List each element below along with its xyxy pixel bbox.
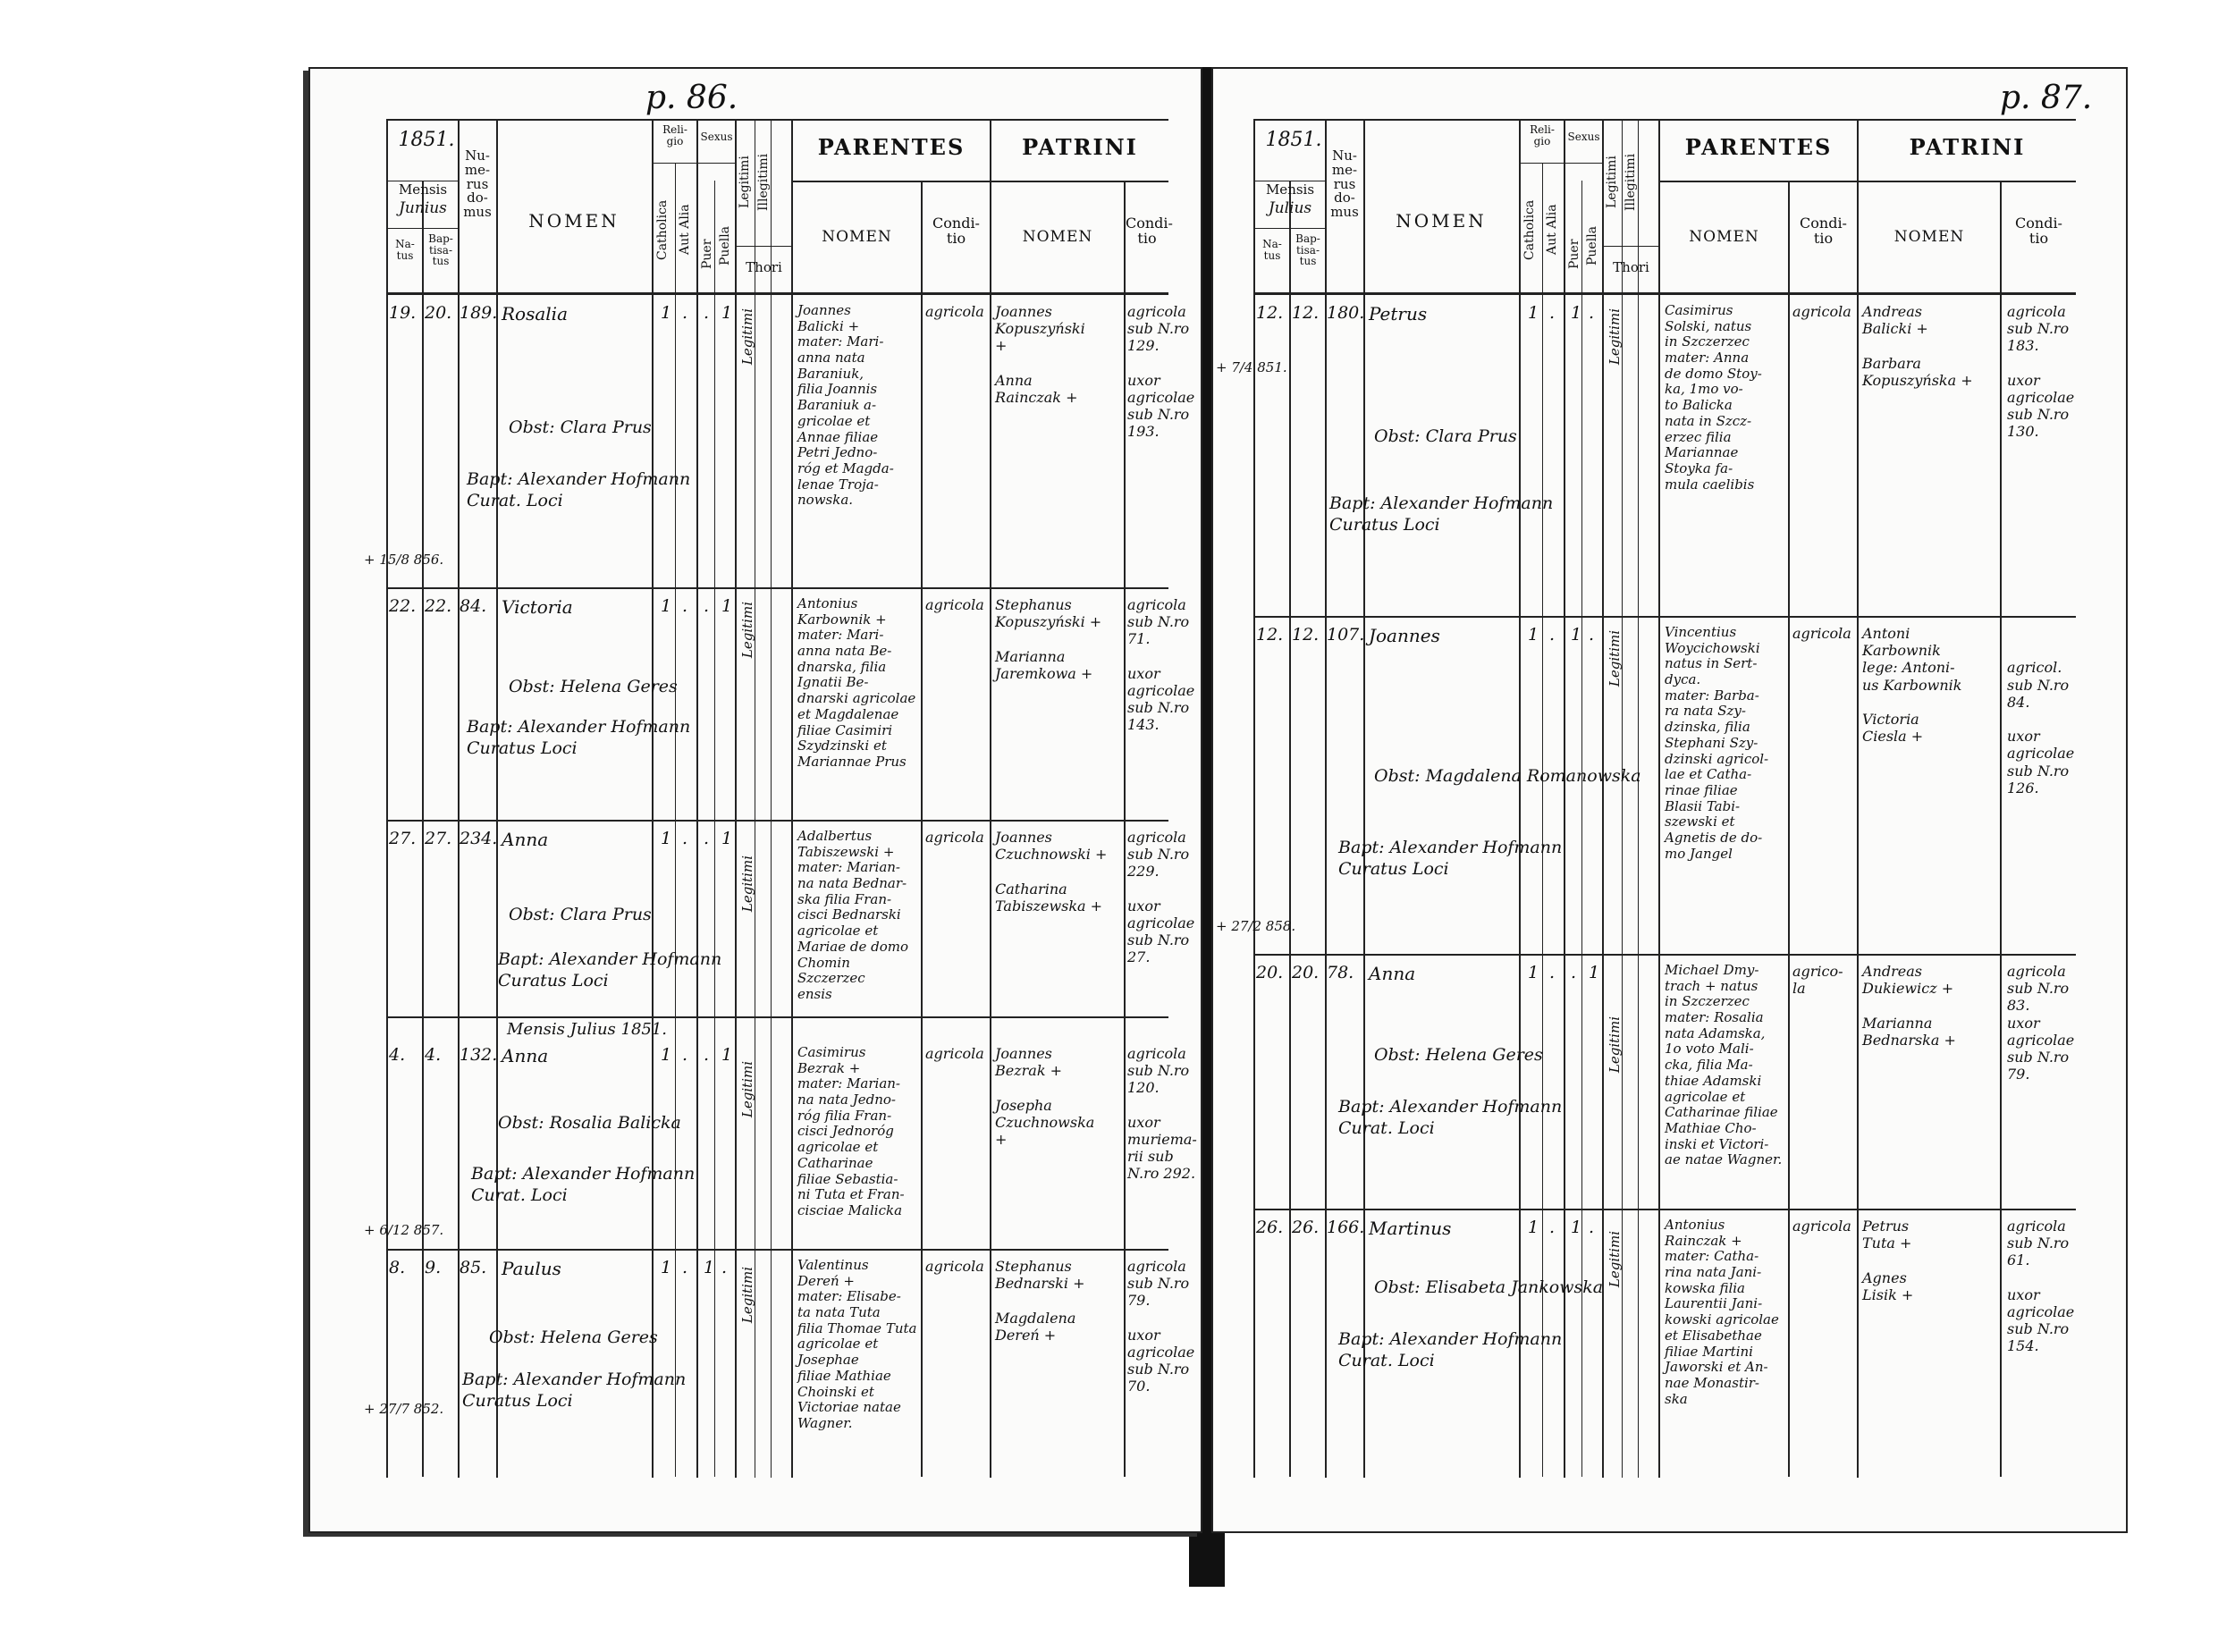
entry-catholica: 1 xyxy=(661,1258,672,1277)
entry-patrini: Andreas Dukiewicz + Marianna Bednarska + xyxy=(1862,963,1956,1049)
catholica-header-right: Catholica xyxy=(1522,199,1537,260)
page-label-left: p. 86. xyxy=(645,80,738,116)
entry-baptisans: Bapt: Alexander Hofmann Curat. Loci xyxy=(1338,1329,1563,1370)
entry-puella: 1 xyxy=(721,303,733,323)
entry-baptisans: Bapt: Alexander Hofmann Curat. Loci xyxy=(1338,1097,1563,1138)
entry-patrini: Joannes Kopuszyński + Anna Rainczak + xyxy=(995,303,1085,406)
entry-catholica: 1 xyxy=(1528,963,1539,982)
entry-domus: 78. xyxy=(1327,963,1354,982)
entry-patrini-conditio: agricola sub N.ro 61. uxor agricolae sub N.ro 154. xyxy=(2007,1218,2075,1355)
entry-baptisatus: 22. xyxy=(425,596,452,616)
baptisatus-header-left: Bap- tisa- tus xyxy=(428,232,453,268)
entry-puer: 1 xyxy=(1571,625,1582,645)
entry-puella: . xyxy=(1589,625,1595,645)
entry-legitimi: Legitimi xyxy=(1607,308,1623,366)
year-label-left: 1851. xyxy=(398,129,455,151)
entry-baptisatus: 12. xyxy=(1292,625,1320,645)
page-label-right: p. 87. xyxy=(2000,80,2093,116)
entry-nomen: Rosalia xyxy=(502,303,569,324)
entry-parentes-conditio: agricola xyxy=(1792,1218,1851,1235)
entry-nomen: Paulus xyxy=(502,1258,561,1279)
entry-obstetrix: Obst: Magdalena Romanowska xyxy=(1374,766,1641,786)
entry-parentes-conditio: agricola xyxy=(925,1045,984,1062)
entry-natus: 20. xyxy=(1256,963,1284,982)
death-note: + 27/2 858. xyxy=(1216,918,1296,934)
entry-natus: 27. xyxy=(389,829,417,848)
entry-catholica: 1 xyxy=(1528,625,1539,645)
entry-patrini: Joannes Czuchnowski + Catharina Tabiszewska + xyxy=(995,829,1108,914)
entry-patrini-conditio: agricola sub N.ro 183. uxor agricolae sub N.ro 130. xyxy=(2007,303,2075,441)
entry-parentes-conditio: agrico- la xyxy=(1792,963,1843,998)
entry-aut-alia: . xyxy=(1549,625,1556,645)
entry-patrini-conditio: agricol. sub N.ro 84. uxor agricolae sub N.ro 126. xyxy=(2007,659,2075,796)
baptisatus-header-right: Bap- tisa- tus xyxy=(1295,232,1320,268)
entry-baptisans: Bapt: Alexander Hofmann Curatus Loci xyxy=(1338,838,1563,879)
entry-domus: 132. xyxy=(460,1045,498,1065)
catholica-header-left: Catholica xyxy=(655,199,670,260)
sexus-header-right: Sexus xyxy=(1567,131,1600,143)
entry-aut-alia: . xyxy=(682,596,688,616)
entry-domus: 189. xyxy=(460,303,498,323)
entry-obstetrix: Obst: Clara Prus xyxy=(509,417,652,437)
entry-baptisatus: 27. xyxy=(425,829,452,848)
open-register-book xyxy=(308,67,2128,1533)
entry-parentes-conditio: agricola xyxy=(925,1258,984,1275)
entry-patrini: Stephanus Kopuszyński + Marianna Jaremkowa + xyxy=(995,596,1102,682)
entry-natus: 12. xyxy=(1256,625,1284,645)
entry-aut-alia: . xyxy=(682,829,688,848)
entry-obstetrix: Obst: Helena Geres xyxy=(509,677,678,696)
entry-patrini: Joannes Bezrak + Josepha Czuchnowska + xyxy=(995,1045,1095,1148)
numerus-domus-header-left: Nu- me- rus do- mus xyxy=(463,148,492,220)
natus-header-right: Na- tus xyxy=(1262,238,1282,262)
entry-parentes-conditio: agricola xyxy=(925,829,984,846)
entry-parentes-conditio: agricola xyxy=(1792,625,1851,642)
entry-natus: 22. xyxy=(389,596,417,616)
sexus-header-left: Sexus xyxy=(700,131,733,143)
nomen-header-right: NOMEN xyxy=(1396,210,1487,232)
entry-puer: 1 xyxy=(1571,1218,1582,1237)
entry-puer: . xyxy=(704,596,710,616)
entry-baptisatus: 20. xyxy=(1292,963,1320,982)
entry-obstetrix: Obst: Clara Prus xyxy=(1374,426,1517,446)
aut-alia-header-right: Aut Alia xyxy=(1545,204,1559,256)
entry-parentes-conditio: agricola xyxy=(925,303,984,320)
entry-nomen: Petrus xyxy=(1369,303,1428,324)
entry-puer: . xyxy=(704,829,710,848)
entry-aut-alia: . xyxy=(682,1258,688,1277)
entry-aut-alia: . xyxy=(682,1045,688,1065)
entry-aut-alia: . xyxy=(1549,963,1556,982)
thori-header-right: Thori xyxy=(1613,259,1649,275)
entry-baptisatus: 9. xyxy=(425,1258,442,1277)
death-note: + 6/12 857. xyxy=(364,1222,444,1238)
death-note: + 27/7 852. xyxy=(364,1401,444,1417)
entry-catholica: 1 xyxy=(1528,303,1539,323)
entry-patrini-conditio: agricola sub N.ro 129. uxor agricolae sub N.ro 193. xyxy=(1127,303,1195,441)
entry-parentes: Joannes Balicki + mater: Mari- anna nata Baraniuk, filia Joannis Baraniuk a- gricolae et Annae filiae Petri Jedno- róg et Magda- lenae Troja- nowska. xyxy=(797,302,894,509)
entry-legitimi: Legitimi xyxy=(739,856,755,913)
parentes-conditio-header-right: Condi- tio xyxy=(1800,215,1847,247)
entry-puer: . xyxy=(704,303,710,323)
parentes-header-left: PARENTES xyxy=(817,134,966,160)
month-label-left: Junius xyxy=(399,199,447,217)
entry-puella: . xyxy=(721,1258,728,1277)
entry-baptisatus: 20. xyxy=(425,303,452,323)
entry-parentes-conditio: agricola xyxy=(1792,303,1851,320)
entry-patrini: Petrus Tuta + Agnes Lisik + xyxy=(1862,1218,1914,1303)
patrini-nomen-header-right: NOMEN xyxy=(1893,228,1965,246)
parentes-nomen-header-right: NOMEN xyxy=(1689,228,1759,246)
entry-legitimi: Legitimi xyxy=(739,1267,755,1324)
puer-header-left: Puer xyxy=(700,239,714,270)
entry-baptisans: Bapt: Alexander Hofmann Curat. Loci xyxy=(471,1164,696,1205)
entry-obstetrix: Obst: Helena Geres xyxy=(489,1328,658,1347)
puella-header-left: Puella xyxy=(718,225,732,266)
month-label-right: Julius xyxy=(1268,199,1312,217)
parentes-conditio-header-left: Condi- tio xyxy=(932,215,980,247)
entry-patrini: Stephanus Bednarski + Magdalena Dereń + xyxy=(995,1258,1085,1344)
illegitimi-header-right: Illegitimi xyxy=(1624,153,1638,212)
legitimi-header-left: Legitimi xyxy=(738,156,752,209)
entry-catholica: 1 xyxy=(661,596,672,616)
entry-puella: 1 xyxy=(1589,963,1600,982)
entry-baptisatus: 26. xyxy=(1292,1218,1320,1237)
entry-parentes: Antonius Rainczak + mater: Catha- rina nata Jani- kowska filia Laurentii Jani- kowski agricolae et Elisabethae filiae Martini Jaworski et An- nae Monastir- ska xyxy=(1665,1217,1779,1407)
entry-patrini-conditio: agricola sub N.ro 120. uxor muriema- rii sub N.ro 292. xyxy=(1127,1045,1197,1183)
puella-header-right: Puella xyxy=(1585,225,1599,266)
patrini-header-left: PATRINI xyxy=(1022,134,1138,160)
entry-domus: 107. xyxy=(1327,625,1365,645)
entry-obstetrix: Obst: Rosalia Balicka xyxy=(498,1113,681,1133)
entry-parentes: Antonius Karbownik + mater: Mari- anna nata Be- dnarska, filia Ignatii Be- dnarski agricolae et Magdalenae filiae Casimiri Szydzinski et Mariannae Prus xyxy=(797,595,916,770)
legitimi-header-right: Legitimi xyxy=(1605,156,1619,209)
patrini-conditio-header-left: Condi- tio xyxy=(1126,215,1173,247)
entry-parentes: Adalbertus Tabiszewski + mater: Marian- na nata Bednar- ska filia Fran- cisci Bednarski agricolae et Mariae de domo Chomin Szczerzec ensis xyxy=(797,828,908,1002)
entry-nomen: Martinus xyxy=(1369,1218,1452,1239)
entry-nomen: Victoria xyxy=(502,596,573,618)
entry-baptisatus: 4. xyxy=(425,1045,442,1065)
patrini-nomen-header-left: NOMEN xyxy=(1022,228,1093,246)
religio-header-right: Reli- gio xyxy=(1530,123,1555,148)
entry-baptisatus: 12. xyxy=(1292,303,1320,323)
entry-legitimi: Legitimi xyxy=(739,1061,755,1118)
entry-obstetrix: Obst: Clara Prus xyxy=(509,905,652,924)
entry-patrini: Antoni Karbownik lege: Antoni- us Karbownik Victoria Ciesla + xyxy=(1862,625,1962,746)
entry-parentes: Casimirus Bezrak + mater: Marian- na nata Jedno- róg filia Fran- cisci Jednoróg agricolae et Catharinae filiae Sebastia- ni Tuta et Fran- cisciae Malicka xyxy=(797,1044,905,1218)
entry-puer: . xyxy=(1571,963,1577,982)
entry-patrini-conditio: agricola sub N.ro 71. uxor agricolae sub N.ro 143. xyxy=(1127,596,1195,734)
entry-domus: 84. xyxy=(460,596,487,616)
entry-aut-alia: . xyxy=(682,303,688,323)
right-page xyxy=(1211,67,2128,1533)
entry-puer: 1 xyxy=(704,1258,715,1277)
entry-natus: 19. xyxy=(389,303,417,323)
month-heading: Mensis Julius 1851. xyxy=(507,1020,668,1039)
patrini-conditio-header-right: Condi- tio xyxy=(2015,215,2062,247)
entry-baptisans: Bapt: Alexander Hofmann Curatus Loci xyxy=(1329,493,1554,535)
entry-catholica: 1 xyxy=(661,1045,672,1065)
entry-parentes: Vincentius Woycichowski natus in Sert- dyca. mater: Barba- ra nata Szy- dzinska, filia Stephani Szy- dzinski agricol- lae et Catha- rinae filiae Blasii Tabi- szewski et Agnetis de do- mo Jangel xyxy=(1665,624,1769,862)
entry-domus: 166. xyxy=(1327,1218,1365,1237)
entry-natus: 12. xyxy=(1256,303,1284,323)
entry-parentes: Valentinus Dereń + mater: Elisabe- ta nata Tuta filia Thomae Tuta agricolae et Josephae filiae Mathiae Choinski et Victoriae natae Wagner. xyxy=(797,1257,917,1431)
entry-patrini-conditio: agricola sub N.ro 229. uxor agricolae sub N.ro 27. xyxy=(1127,829,1195,966)
entry-catholica: 1 xyxy=(661,303,672,323)
entry-natus: 8. xyxy=(389,1258,406,1277)
natus-header-left: Na- tus xyxy=(395,238,415,262)
nomen-header-left: NOMEN xyxy=(528,210,620,232)
entry-legitimi: Legitimi xyxy=(1607,1016,1623,1074)
entry-natus: 26. xyxy=(1256,1218,1284,1237)
entry-nomen: Anna xyxy=(502,829,549,850)
entry-puella: 1 xyxy=(721,1045,733,1065)
entry-puella: . xyxy=(1589,303,1595,323)
entry-nomen: Anna xyxy=(502,1045,549,1066)
mensis-label-right: Mensis xyxy=(1265,181,1315,198)
mensis-label-left: Mensis xyxy=(398,181,448,198)
entry-aut-alia: . xyxy=(1549,1218,1556,1237)
entry-aut-alia: . xyxy=(1549,303,1556,323)
patrini-header-right: PATRINI xyxy=(1909,134,2026,160)
entry-domus: 180. xyxy=(1327,303,1365,323)
entry-obstetrix: Obst: Elisabeta Jankowska xyxy=(1374,1277,1604,1297)
year-label-right: 1851. xyxy=(1265,129,1322,151)
entry-patrini-conditio: agricola sub N.ro 83. uxor agricolae sub N.ro 79. xyxy=(2007,963,2075,1083)
entry-legitimi: Legitimi xyxy=(1607,1231,1623,1288)
numerus-domus-header-right: Nu- me- rus do- mus xyxy=(1330,148,1359,220)
aut-alia-header-left: Aut Alia xyxy=(678,204,692,256)
entry-baptisans: Bapt: Alexander Hofmann Curat. Loci xyxy=(467,469,691,510)
entry-natus: 4. xyxy=(389,1045,406,1065)
entry-baptisans: Bapt: Alexander Hofmann Curatus Loci xyxy=(467,717,691,758)
entry-puella: . xyxy=(1589,1218,1595,1237)
death-note: + 15/8 856. xyxy=(364,552,444,568)
parentes-header-right: PARENTES xyxy=(1684,134,1833,160)
entry-puella: 1 xyxy=(721,596,733,616)
illegitimi-header-left: Illegitimi xyxy=(756,153,771,212)
entry-domus: 234. xyxy=(460,829,498,848)
entry-parentes: Casimirus Solski, natus in Szczerzec mater: Anna de domo Stoy- ka, 1mo vo- to Balicka nata in Szcz- erzec filia Mariannae Stoyka fa- mula caelibis xyxy=(1665,302,1762,493)
entry-puer: 1 xyxy=(1571,303,1582,323)
entry-legitimi: Legitimi xyxy=(1607,630,1623,687)
religio-header-left: Reli- gio xyxy=(662,123,687,148)
entry-legitimi: Legitimi xyxy=(739,308,755,366)
entry-baptisans: Bapt: Alexander Hofmann Curatus Loci xyxy=(498,949,722,990)
entry-nomen: Anna xyxy=(1369,963,1416,984)
entry-obstetrix: Obst: Helena Geres xyxy=(1374,1045,1543,1065)
entry-baptisans: Bapt: Alexander Hofmann Curatus Loci xyxy=(462,1370,687,1411)
entry-puer: . xyxy=(704,1045,710,1065)
entry-catholica: 1 xyxy=(661,829,672,848)
death-note: + 7/4 851. xyxy=(1216,359,1287,375)
left-page xyxy=(308,67,1202,1533)
entry-nomen: Joannes xyxy=(1369,625,1440,646)
thori-header-left: Thori xyxy=(746,259,782,275)
entry-parentes-conditio: agricola xyxy=(925,596,984,613)
puer-header-right: Puer xyxy=(1567,239,1581,270)
entry-patrini-conditio: agricola sub N.ro 79. uxor agricolae sub N.ro 70. xyxy=(1127,1258,1195,1395)
entry-domus: 85. xyxy=(460,1258,487,1277)
entry-puella: 1 xyxy=(721,829,733,848)
parentes-nomen-header-left: NOMEN xyxy=(822,228,892,246)
entry-catholica: 1 xyxy=(1528,1218,1539,1237)
entry-legitimi: Legitimi xyxy=(739,602,755,659)
entry-parentes: Michael Dmy- trach + natus in Szczerzec mater: Rosalia nata Adamska, 1o voto Mali- cka, filia Ma- thiae Adamski agricolae et Catharinae filiae Mathiae Cho- inski et Victori- ae natae Wagner. xyxy=(1665,962,1783,1168)
entry-patrini: Andreas Balicki + Barbara Kopuszyńska + xyxy=(1862,303,1973,389)
